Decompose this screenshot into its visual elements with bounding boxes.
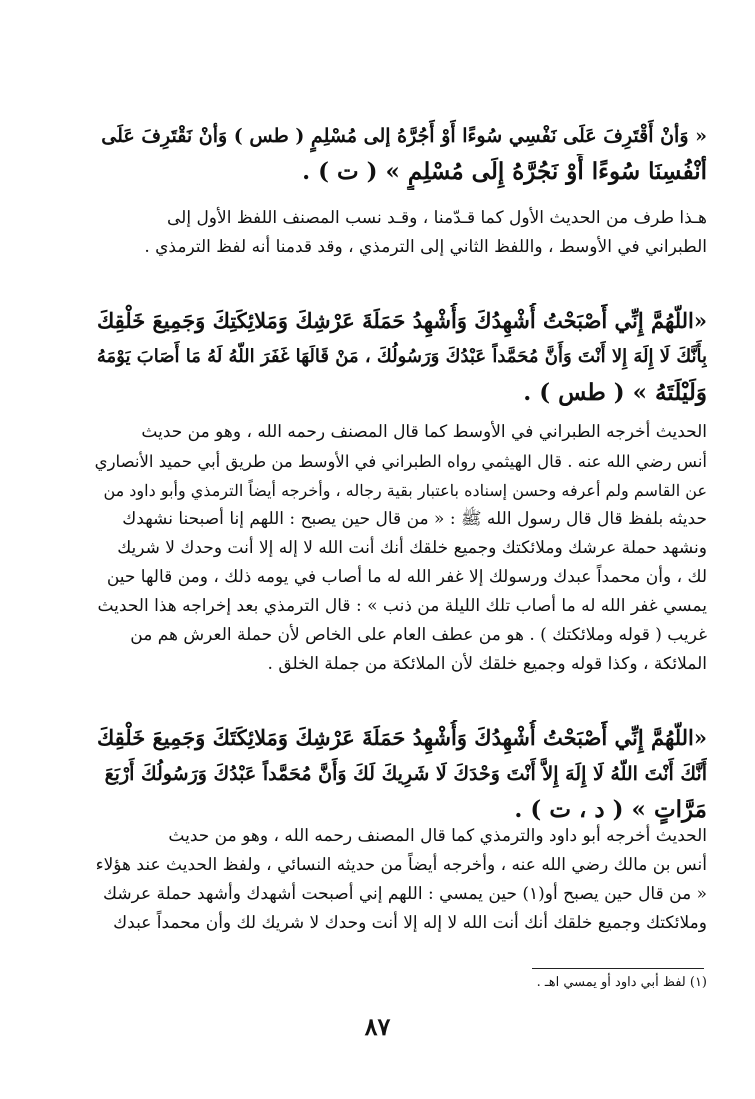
text-line: أنْفُسِنَا سُوءًا أَوْ نَجُرَّهُ إِلَى مُسْلِمٍ » ( ت ) . — [302, 158, 707, 185]
text-line: بِأَنَّكَ لَا إِلَهَ إِلا أَنْتَ وَأَنَّ مُحَمَّداً عَبْدُكَ وَرَسُولُكَ ، مَنْ قَالَهَا غَفَرَ اللّهُ لَهُ مَا أَصَابَ يَوْمَهُ — [96, 346, 707, 367]
text-line: وملائكتك وجميع خلقك أنك أنت الله لا إله إلا أنت وحدك لا شريك لك وأن محمداً عبدك — [113, 913, 707, 933]
text-line: الملائكة ، وكذا قوله وجميع خلقك لأن الملائكة من جملة الخلق . — [267, 654, 707, 674]
text-line: أنس بن مالك رضي الله عنه ، وأخرجه أيضاً من حديثه النسائي ، ولفظ الحديث عند هؤلاء — [95, 855, 707, 875]
text-line: الحديث أخرجه أبو داود والترمذي كما قال المصنف رحمه الله ، وهو من حديث — [168, 826, 707, 846]
text-line: « وَأنْ أَقْتَرِفَ عَلَى نَفْسِي سُوءًا أَوْ أَجُرَّهُ إلى مُسْلِمٍ ( طس ) وَأنْ نَقْتَرِفَ عَلَى — [101, 125, 707, 147]
commentary-1 — [95, 204, 707, 262]
commentary-3 — [95, 822, 707, 938]
text-line: ونشهد حملة عرشك وملائكتك وجميع خلقك أنك أنت الله لا إله إلا أنت وحدك لا شريك — [117, 538, 707, 558]
text-line: الحديث أخرجه الطبراني في الأوسط كما قال المصنف رحمه الله ، وهو من حديث — [141, 422, 707, 442]
text-line: عن القاسم ولم أعرفه وحسن إسناده باعتبار بقية رجاله ، وأخرجه أيضاً الترمذي وأبو داود من — [103, 481, 707, 500]
text-line: يمسي غفر الله له ما أصاب تلك الليلة من ذنب » : قال الترمذي بعد إخراجه هذا الحديث — [97, 596, 707, 616]
text-line: « من قال حين يصبح أو(١) حين يمسي : اللهم إني أصبحت أشهدك وأشهد حملة عرشك — [103, 884, 707, 904]
text-line: لك ، وأن محمداً عبدك ورسولك إلا غفر الله له ما أصاب في يومه ذلك ، ومن قالها حين — [106, 567, 707, 587]
commentary-2 — [95, 418, 707, 679]
footnote-divider — [532, 968, 704, 969]
hadith-text-3 — [95, 720, 707, 828]
text-line: أَنَّكَ أَنْتَ اللّهُ لَا إِلَهَ إِلاَّ أَنْتَ وَحْدَكَ لَا شَرِيكَ لَكَ وَأَنَّ مُحَمَّداً عَبْدُكَ وَرَسُولُكَ أَرْبَعَ — [104, 763, 707, 785]
text-line: وَلَيْلَتَهُ » ( طس ) . — [523, 379, 707, 406]
hadith-text-1 — [95, 118, 707, 190]
text-line: هـذا طرف من الحديث الأول كما قـدّمنا ، وقـد نسب المصنف اللفظ الأول إلى — [166, 208, 707, 228]
text-line: «اللّهُمَّ إِنِّي أَصْبَحْتُ أُشْهِدُكَ وَأُشْهِدُ حَمَلَةَ عَرْشِكَ وَمَلائِكَتَكَ وَجَمِيعَ خَلْقِكَ — [96, 725, 707, 750]
text-line: أنس رضي الله عنه . قال الهيثمي رواه الطبراني في الأوسط من طريق أبي حميد الأنصاري — [95, 452, 707, 471]
text-line: «اللّهُمَّ إِنِّي أَصْبَحْتُ أُشْهِدُكَ وَأُشْهِدُ حَمَلَةَ عَرْشِكَ وَمَلائِكَتِكَ وَجَمِيعَ خَلْقِكَ — [96, 308, 707, 333]
text-line: مَرَّاتٍ » ( د ، ت ) . — [514, 796, 707, 823]
text-line: حديثه بلفظ قال قال رسول الله ﷺ : « من قال حين يصبح : اللهم إنا أصبحنا نشهدك — [122, 509, 707, 529]
hadith-text-2 — [95, 303, 707, 411]
footnote: (١) لفظ أبي داود أو يمسي اهـ . — [536, 975, 707, 990]
text-line: الطبراني في الأوسط ، واللفظ الثاني إلى الترمذي ، وقد قدمنا أنه لفظ الترمذي . — [144, 237, 707, 257]
page-number: ٨٧ — [364, 1012, 391, 1041]
text-line: غريب ( قوله وملائكتك ) . هو من عطف العام على الخاص لأن حملة العرش هم من — [130, 625, 707, 645]
